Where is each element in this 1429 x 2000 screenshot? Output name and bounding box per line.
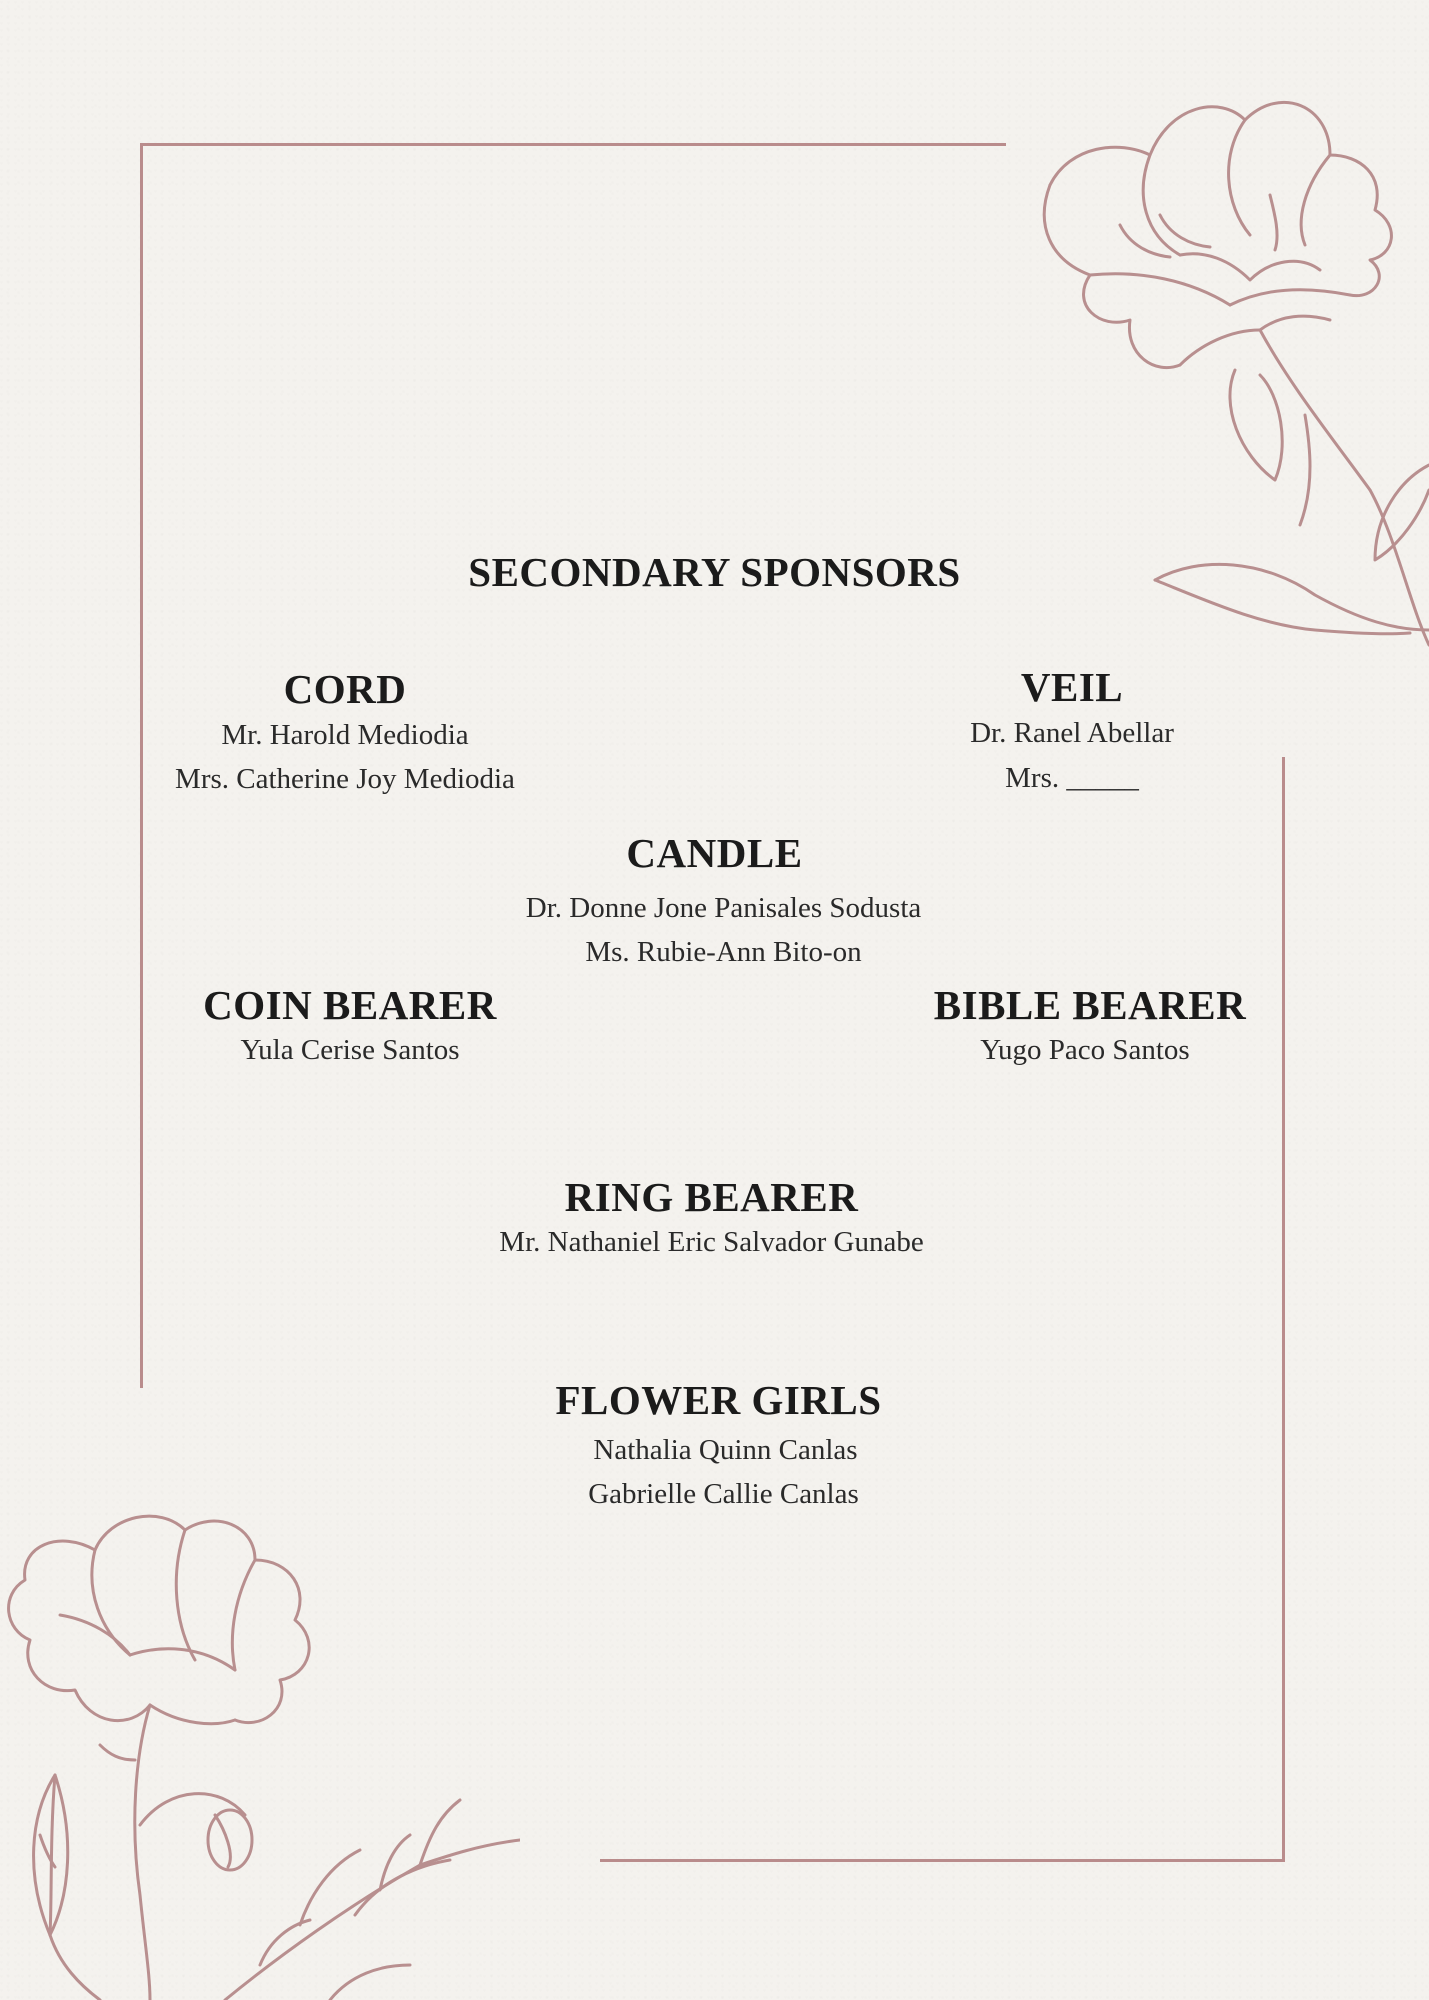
candle-name-2: Ms. Rubie-Ann Bito-on: [585, 936, 862, 968]
candle-heading: CANDLE: [626, 830, 803, 876]
flower-top-right-icon: [1030, 85, 1429, 715]
frame-bottom-line: [600, 1859, 1285, 1862]
candle-name-1: Dr. Donne Jone Panisales Sodusta: [525, 892, 922, 924]
cord-name-2: Mrs. Catherine Joy Mediodia: [175, 763, 515, 795]
ring-bearer-heading: RING BEARER: [564, 1174, 859, 1220]
cord-name-1: Mr. Harold Mediodia: [221, 719, 469, 751]
flower-girls-name-1: Nathalia Quinn Canlas: [593, 1434, 858, 1466]
veil-name-2: Mrs. _____: [1005, 762, 1139, 794]
coin-bearer-name: Yula Cerise Santos: [240, 1034, 460, 1066]
veil-heading: VEIL: [1020, 664, 1124, 710]
bible-bearer-name: Yugo Paco Santos: [980, 1034, 1190, 1066]
coin-bearer-heading: COIN BEARER: [203, 982, 497, 1028]
frame-top-line: [140, 143, 1006, 146]
page-title: SECONDARY SPONSORS: [468, 549, 961, 595]
cord-heading: CORD: [283, 666, 407, 712]
ring-bearer-name: Mr. Nathaniel Eric Salvador Gunabe: [499, 1226, 924, 1258]
veil-name-1: Dr. Ranel Abellar: [970, 717, 1174, 749]
bible-bearer-heading: BIBLE BEARER: [933, 982, 1247, 1028]
flower-girls-name-2: Gabrielle Callie Canlas: [588, 1478, 859, 1510]
flower-girls-heading: FLOWER GIRLS: [555, 1377, 882, 1423]
flower-bottom-left-icon: [0, 1495, 520, 2000]
